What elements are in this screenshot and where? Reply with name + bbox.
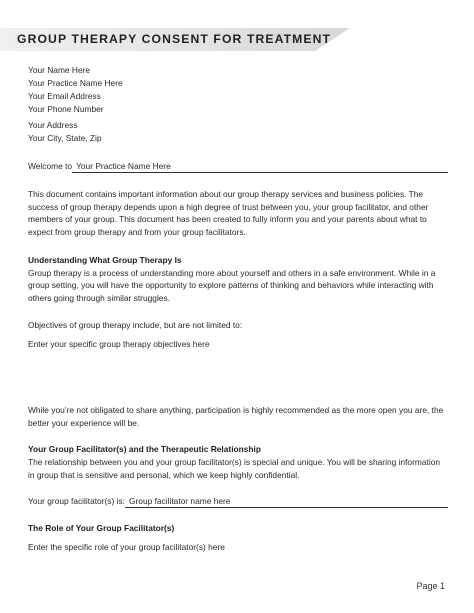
email-address: Your Email Address [28,91,101,101]
welcome-line [28,160,448,173]
facilitator-line [28,495,448,508]
welcome-label: Welcome to [28,161,73,171]
page-number: Page 1 [416,581,445,591]
section-heading-facilitator-role: The Role of Your Group Facilitator(s) [28,522,175,533]
section-body-facilitator-relationship: The relationship between you and your group facilitator(s) is special and unique. You will be sharing information in group that is sensitive and personal, which we keep highly confidential. [28,457,441,480]
your-name: Your Name Here [28,65,91,75]
address-block [28,64,448,145]
intro-paragraph: This document contains important information about our group therapy services and business policies. The success of group therapy depends upon a high degree of trust between you, your group facilitator, and other members of your group. This document has been created to fully inform you and your parents about what to expect from group therapy and from your group facilitators. [28,189,429,238]
facilitator-label: Your group facilitator(s) is: [28,495,125,506]
street-address: Your Address [28,120,78,130]
practice-name: Your Practice Name Here [28,78,123,88]
section-body-facilitator-role[interactable]: Enter the specific role of your group facilitator(s) here [28,542,225,553]
phone-number: Your Phone Number [28,104,104,114]
facilitator-name-field[interactable]: Group facilitator name here [125,496,448,508]
share-note: While you’re not obligated to share anything, participation is highly recommended as the more open you are, the better your experience will be. [28,405,444,428]
objectives-placeholder[interactable]: Enter your specific group therapy objectives here [28,339,210,350]
section-heading-understanding: Understanding What Group Therapy Is [28,254,182,265]
document-title: GROUP THERAPY CONSENT FOR TREATMENT [17,32,332,46]
objectives-intro: Objectives of group therapy include, but are not limited to: [28,319,243,330]
welcome-practice-field[interactable]: Your Practice Name Here [72,161,448,173]
document-body [28,64,448,554]
section-body-understanding: Group therapy is a process of understanding more about yourself and others in a safe environment. While in a group setting, you will have the opportunity to explore patterns of thinking and behaviors while interacting with others going through similar struggles. [28,267,436,303]
section-heading-facilitator-relationship: Your Group Facilitator(s) and the Therapeutic Relationship [28,444,261,455]
city-state-zip: Your City, State, Zip [28,133,102,143]
